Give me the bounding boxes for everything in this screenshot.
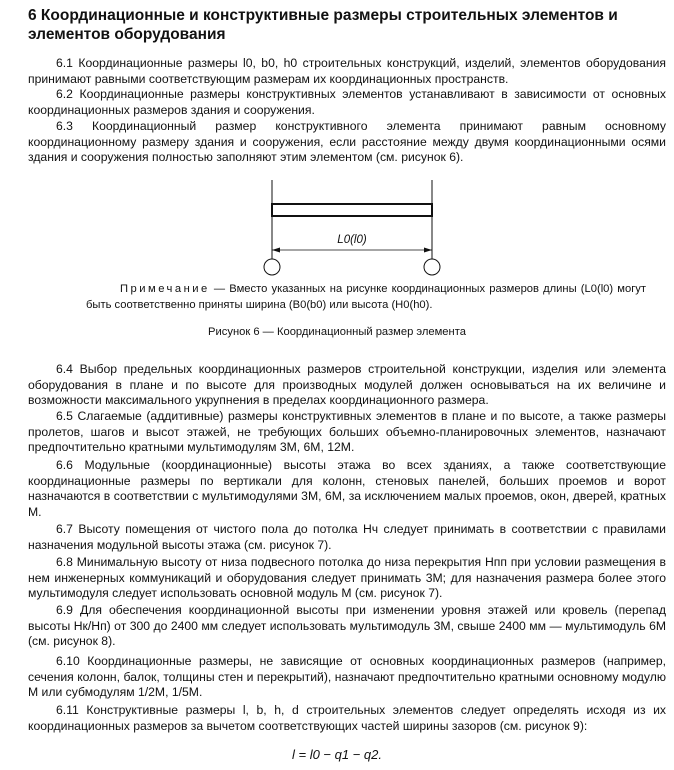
figure-6-diagram: [0, 176, 674, 296]
axis-marker-left: [264, 259, 280, 275]
paragraph-6-11: 6.11 Конструктивные размеры l, b, h, d строительных элементов следует определять исходя из их координационных размеров за вычетом соответствующих частей ширины зазоров (см. рисунок 9):: [28, 703, 666, 733]
paragraph-6-9: 6.9 Для обеспечения координационной высоты при изменении уровня этажей или кровель (перепад высоты Hк/Hп) от 300 до 2400 мм следует использовать мультимодуль 3М, свыше 2400 мм — мультимодуль 6М (см. рисунок 8).: [28, 603, 666, 649]
paragraph-6-4: 6.4 Выбор предельных координационных размеров строительной конструкции, изделия или элемента оборудования в плане и по высоте для производных модулей должен основываться на их величине и возможности максимального укрупнения в пределах координационного размера.: [28, 362, 666, 408]
section-heading: 6 Координационные и конструктивные размеры строительных элементов и элементов оборудования: [28, 7, 618, 43]
axis-marker-right: [424, 259, 440, 275]
note-label: Примечание: [120, 283, 210, 295]
note-text: — Вместо указанных на рисунке координационных размеров длины (L0(l0) могут быть соответственно приняты ширина (B0(b0) или высота (H0(h0).: [86, 283, 646, 311]
paragraph-6-7: 6.7 Высоту помещения от чистого пола до потолка Hч следует принимать в соответствии с правилами назначения модульной высоты этажа (см. рисунок 7).: [28, 522, 666, 552]
figure-caption: Рисунок 6 — Координационный размер элемента: [208, 326, 466, 338]
paragraph-6-5: 6.5 Слагаемые (аддитивные) размеры конструктивных элементов в плане и по высоте, а также размеры пролетов, шагов и высот этажей, не требующих больших объемно-планировочных элементов, назначают предпочтительно кратными мультимодулям 3М, 6М, 12М.: [28, 409, 666, 455]
dimension-label: L0(l0): [337, 234, 367, 246]
paragraph-6-2: 6.2 Координационные размеры конструктивных элементов устанавливают в зависимости от основных координационных размеров здания и сооружения.: [28, 87, 666, 117]
paragraph-6-6: 6.6 Модульные (координационные) высоты этажа во всех зданиях, а также соответствующие координационные размеры по вертикали для колонн, стеновых панелей, больших проемов и ворот назначаются в соответствии с мультимодулями 3М, 6М, за исключением малых проемов, окон, дверей, кратных М.: [28, 458, 666, 519]
element-beam: [272, 204, 432, 216]
dimension-arrow-left: [272, 248, 280, 253]
paragraph-6-3: 6.3 Координационный размер конструктивного элемента принимают равным основному координационному размеру здания и сооружения, если расстояние между двумя координационными осями здания и сооружения полностью заполняют этим элементом (см. рисунок 6).: [28, 119, 666, 165]
paragraph-6-1: 6.1 Координационные размеры l0, b0, h0 строительных конструкций, изделий, элементов оборудования принимают равными соответствующим размерам их координационных пространств.: [28, 56, 666, 86]
formula: l = l0 − q1 − q2.: [292, 747, 382, 762]
paragraph-6-8: 6.8 Минимальную высоту от низа подвесного потолка до низа перекрытия Hпп при условии размещения в нем инженерных коммуникаций и оборудования следует принимать 3М; для назначения размера более этого мультимодуля следует использовать основной модуль М (см. рисунок 7).: [28, 555, 666, 601]
dimension-arrow-right: [424, 248, 432, 253]
paragraph-6-10: 6.10 Координационные размеры, не зависящие от основных координационных размеров (например, сечения колонн, балок, толщины стен и перекрытий), назначают предпочтительно кратными основному модулю М или субмодулям 1/2М, 1/5М.: [28, 654, 666, 700]
figure-note: [86, 282, 646, 313]
